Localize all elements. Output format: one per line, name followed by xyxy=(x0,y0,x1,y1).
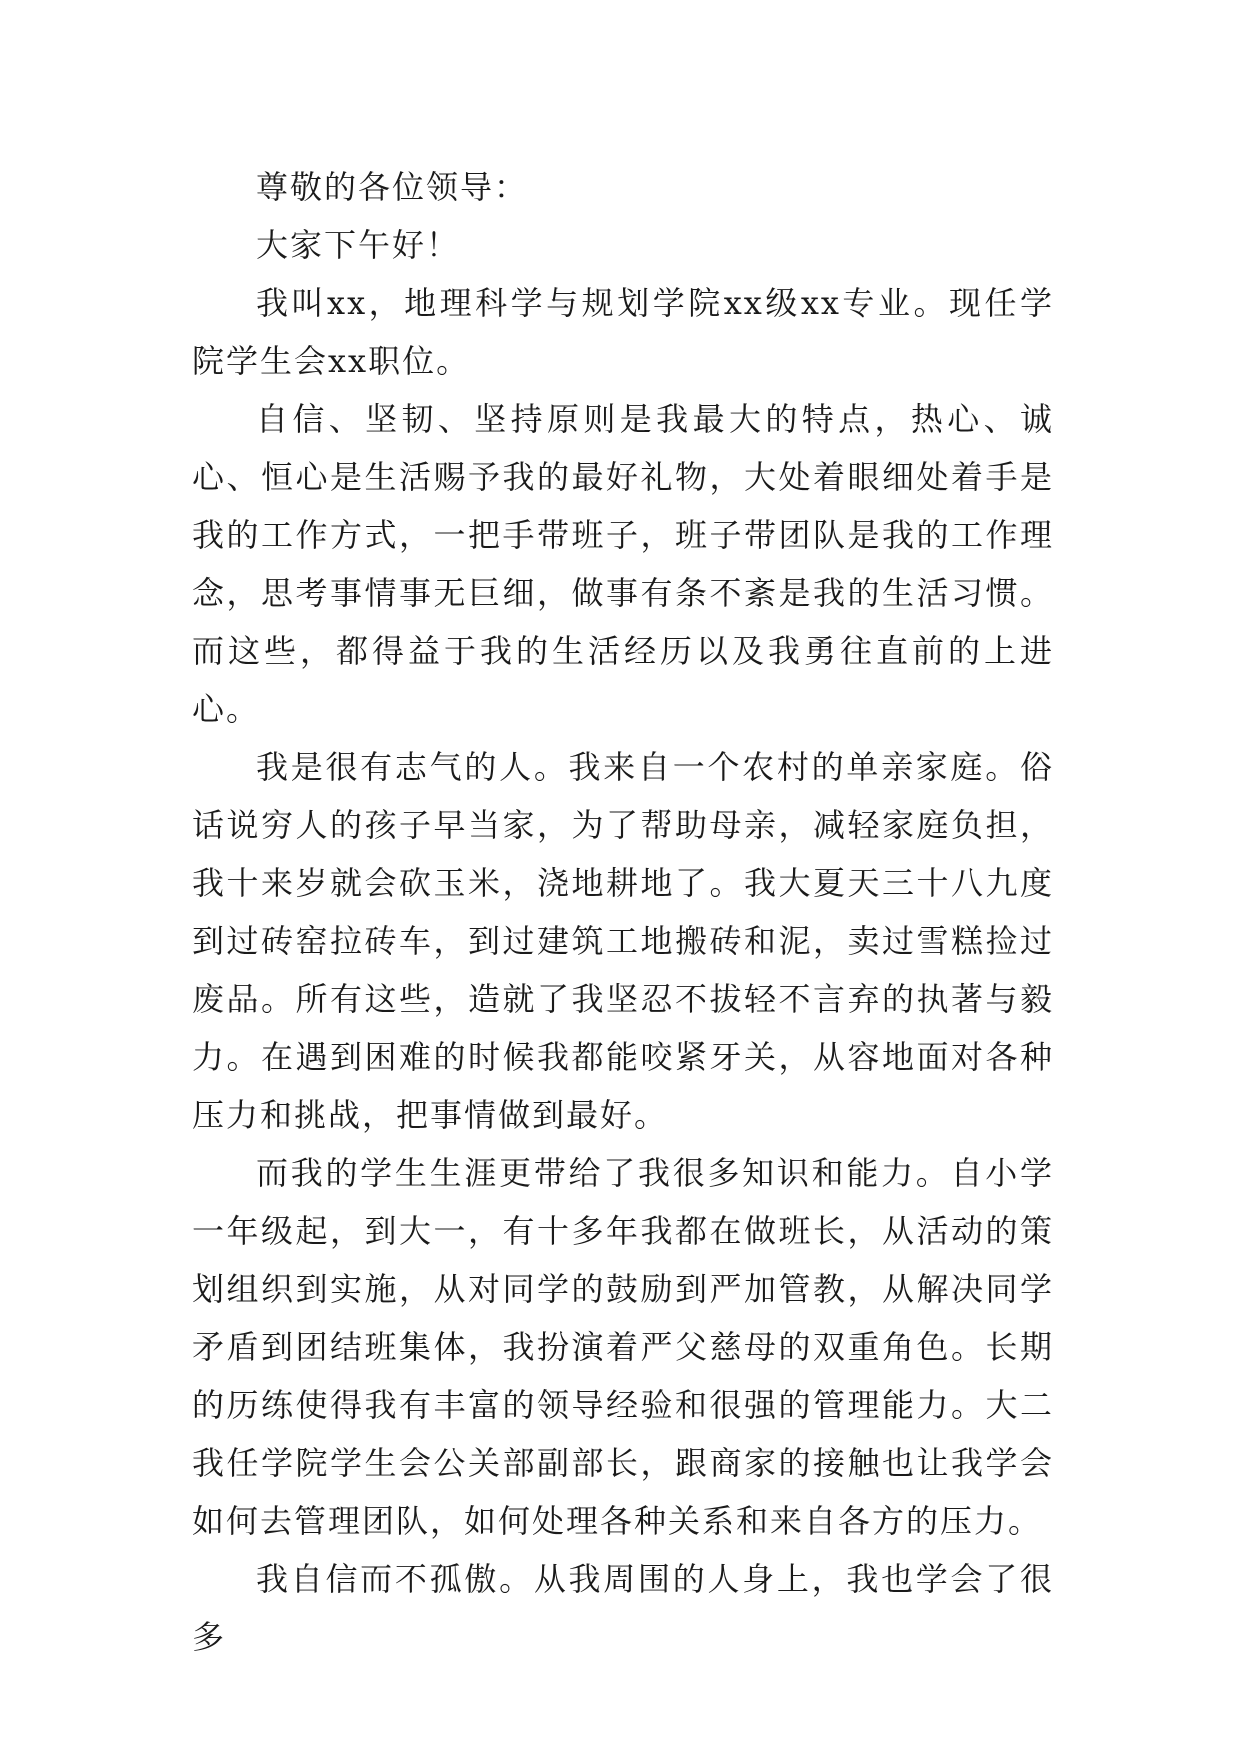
paragraph-background: 我是很有志气的人。我来自一个农村的单亲家庭。俗话说穷人的孩子早当家，为了帮助母亲，减轻家庭负担，我十来岁就会砍玉米，浇地耕地了。我大夏天三十八九度到过砖窑拉砖车，到过建筑工地搬砖和泥，卖过雪糕捡过废品。所有这些，造就了我坚忍不拔轻不言弃的执著与毅力。在遇到困难的时候我都能咬紧牙关，从容地面对各种压力和挑战，把事情做到最好。 xyxy=(192,748,1054,1134)
greeting-line: 大家下午好！ xyxy=(256,226,461,264)
paragraph-traits: 自信、坚韧、坚持原则是我最大的特点，热心、诚心、恒心是生活赐予我的最好礼物，大处着眼细处着手是我的工作方式，一把手带班子，班子带团队是我的工作理念，思考事情事无巨细，做事有条不紊是我的生活习惯。而这些，都得益于我的生活经历以及我勇往直前的上进心。 xyxy=(192,400,1054,728)
paragraph-student-career: 而我的学生生涯更带给了我很多知识和能力。自小学一年级起，到大一，有十多年我都在做班长，从活动的策划组织到实施，从对同学的鼓励到严加管教，从解决同学矛盾到团结班集体，我扮演着严父慈母的双重角色。长期的历练使得我有丰富的领导经验和很强的管理能力。大二我任学院学生会公关部副部长，跟商家的接触也让我学会如何去管理团队，如何处理各种关系和来自各方的压力。 xyxy=(192,1154,1054,1540)
paragraph-confidence: 我自信而不孤傲。从我周围的人身上，我也学会了很多 xyxy=(192,1560,1054,1656)
salutation-line: 尊敬的各位领导： xyxy=(256,168,529,206)
paragraph-introduction: 我叫xx，地理科学与规划学院xx级xx专业。现任学院学生会xx职位。 xyxy=(192,284,1054,380)
speech-body xyxy=(192,158,1054,1666)
